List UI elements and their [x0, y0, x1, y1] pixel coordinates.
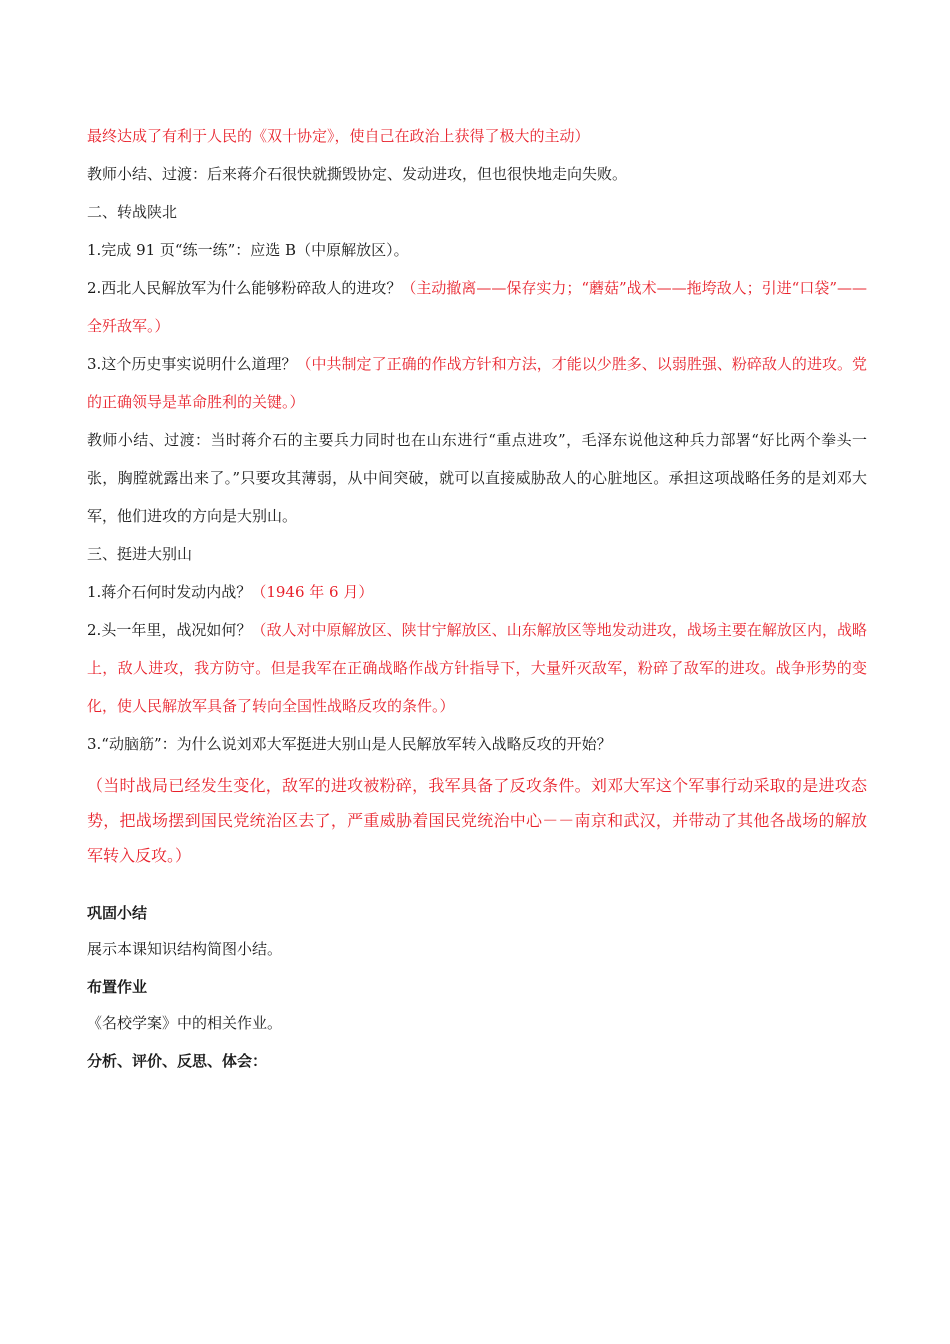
- summary-heading: 巩固小结: [87, 904, 148, 922]
- question-5-answer: （敌人对中原解放区、陕甘宁解放区、山东解放区等地发动进攻，战场主要在解放区内，战略上，敌人进攻，我方防守。但是我军在正确战略作战方针指导下，大量歼灭敌军，粉碎了敌军的进攻。战争形势的变化，使人民解放军具备了转向全国性战略反攻的条件。）: [87, 621, 867, 715]
- question-1: 1.完成 91 页“练一练”：应选 B（中原解放区）。: [87, 241, 409, 259]
- question-3-answer: （中共制定了正确的作战方针和方法，才能以少胜多、以弱胜强、粉碎敌人的进攻。党的正确领导是革命胜利的关键。）: [87, 355, 867, 411]
- spacer: [87, 873, 867, 901]
- question-3-text: 3.这个历史事实说明什么道理？: [87, 355, 297, 373]
- question-5-text: 2.头一年里，战况如何？: [87, 621, 252, 639]
- question-2-text: 2.西北人民解放军为什么能够粉碎敌人的进攻？: [87, 279, 402, 297]
- question-2: [87, 269, 867, 345]
- question-2-answer: （主动撤离——保存实力；“蘑菇”战术——拖垮敌人；引进“口袋”——全歼敌军。）: [87, 279, 868, 335]
- summary-text: 展示本课知识结构简图小结。: [87, 940, 283, 958]
- answer-line-shuangshi: 最终达成了有利于人民的《双十协定》，使自己在政治上获得了极大的主动）: [87, 127, 590, 145]
- question-6-answer: （当时战局已经发生变化，敌军的进攻被粉碎，我军具备了反攻条件。刘邓大军这个军事行动采取的是进攻态势，把战场摆到国民党统治区去了，严重威胁着国民党统治中心－－南京和武汉，并带动了其他各战场的解放军转入反攻。）: [87, 776, 867, 865]
- teacher-summary-2: 教师小结、过渡：当时蒋介石的主要兵力同时也在山东进行“重点进攻”，毛泽东说他这种兵力部署“好比两个拳头一张，胸膛就露出来了。”只要攻其薄弱，从中间突破，就可以直接威胁敌人的心脏地区。承担这项战略任务的是刘邓大军，他们进攻的方向是大别山。: [87, 431, 867, 525]
- teacher-summary-1: 教师小结、过渡：后来蒋介石很快就撕毁协定、发动进攻，但也很快地走向失败。: [87, 165, 628, 183]
- question-3: [87, 345, 867, 421]
- question-4-answer: （1946 年 6 月）: [251, 583, 374, 601]
- question-6: 3.“动脑筋”：为什么说刘邓大军挺进大别山是人民解放军转入战略反攻的开始？: [87, 735, 612, 753]
- reflection-heading: 分析、评价、反思、体会：: [87, 1052, 268, 1070]
- question-4: [87, 580, 867, 604]
- section-heading-dabieshan: 三、挺进大别山: [87, 545, 193, 563]
- question-4-text: 1.蒋介石何时发动内战？: [87, 583, 252, 601]
- homework-heading: 布置作业: [87, 978, 148, 996]
- document-page: [87, 124, 867, 1085]
- section-heading-shaanbei: 二、转战陕北: [87, 203, 178, 221]
- question-5: [87, 611, 867, 725]
- homework-text: 《名校学案》中的相关作业。: [87, 1014, 283, 1032]
